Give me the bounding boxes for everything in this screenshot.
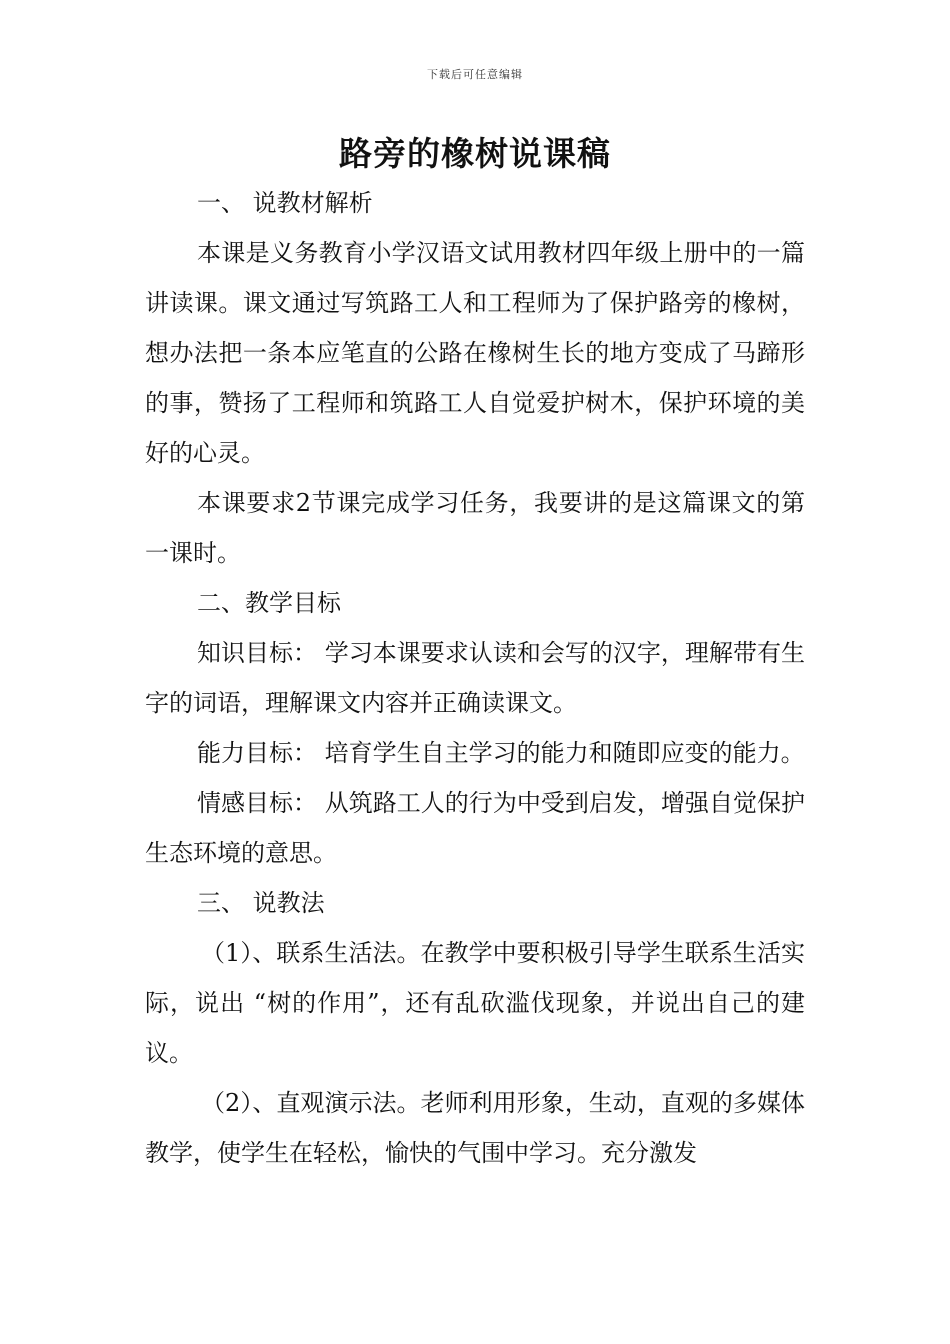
paragraph-lesson-schedule: 本课要求2节课完成学习任务，我要讲的是这篇课文的第一课时。	[145, 489, 805, 567]
document-title: 路旁的橡树说课稿	[339, 134, 611, 173]
paragraph-knowledge-goal: 知识目标： 学习本课要求认读和会写的汉字，理解带有生字的词语，理解课文内容并正确读课文。	[145, 639, 805, 717]
section-heading-3: 三、 说教法	[197, 889, 325, 917]
page-header-note: 下载后可任意编辑	[427, 68, 523, 81]
paragraph-method-1: （1）、联系生活法。在教学中要积极引导学生联系生活实际，说出 “树的作用”，还有乱砍滥伐现象，并说出自己的建议。	[145, 939, 805, 1067]
section-heading-2: 二、教学目标	[197, 589, 341, 617]
paragraph-emotion-goal: 情感目标： 从筑路工人的行为中受到启发，增强自觉保护生态环境的意思。	[145, 789, 805, 867]
document-body	[145, 178, 805, 1178]
paragraph-method-2: （2）、直观演示法。老师利用形象，生动，直观的多媒体教学，使学生在轻松，愉快的气围中学习。充分激发	[145, 1089, 805, 1167]
paragraph-textbook-analysis: 本课是义务教育小学汉语文试用教材四年级上册中的一篇讲读课。课文通过写筑路工人和工程师为了保护路旁的橡树，想办法把一条本应笔直的公路在橡树生长的地方变成了马蹄形的事，赞扬了工程师和筑路工人自觉爱护树木，保护环境的美好的心灵。	[145, 239, 805, 467]
section-heading-1: 一、 说教材解析	[197, 189, 373, 217]
paragraph-ability-goal: 能力目标： 培育学生自主学习的能力和随即应变的能力。	[197, 739, 805, 767]
